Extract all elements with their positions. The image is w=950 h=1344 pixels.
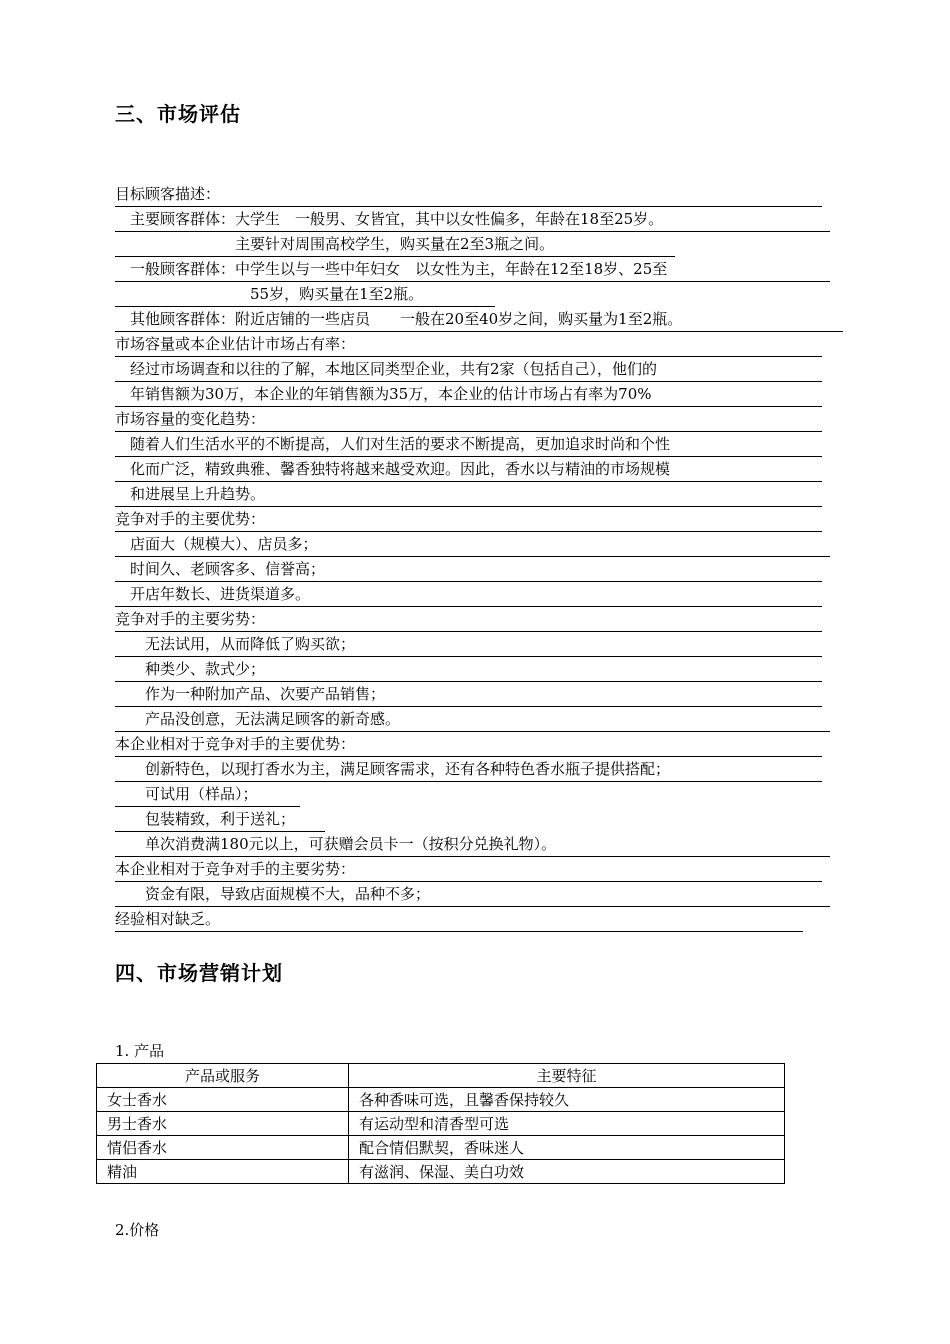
table-cell: 情侣香水: [97, 1136, 349, 1160]
text-line: 开店年数长、进货渠道多。: [115, 583, 822, 607]
table-cell: 各种香味可选，且馨香保持较久: [349, 1088, 785, 1112]
table-row: [97, 1088, 785, 1112]
product-label: 1. 产品: [115, 1042, 165, 1060]
table-cell: 男士香水: [97, 1112, 349, 1136]
table-row: [97, 1160, 785, 1184]
text-line: 市场容量的变化趋势：: [115, 408, 822, 432]
product-table: [96, 1063, 785, 1184]
table-row: [97, 1112, 785, 1136]
text-line: 包装精致，利于送礼；: [115, 808, 325, 832]
section4-title: 四、市场营销计划: [115, 961, 283, 985]
text-line: 竞争对手的主要优势：: [115, 508, 822, 532]
text-line: 无法试用，从而降低了购买欲；: [115, 633, 822, 657]
text-line: 一般顾客群体：中学生以与一些中年妇女 以女性为主，年龄在12至18岁、25至: [115, 258, 830, 282]
text-line: 本企业相对于竞争对手的主要劣势：: [115, 858, 822, 882]
text-line: 经验相对缺乏。: [115, 908, 803, 932]
text-line: 目标顾客描述：: [115, 183, 822, 207]
table-cell: 精油: [97, 1160, 349, 1184]
text-line: 店面大（规模大）、店员多；: [115, 533, 830, 557]
text-line: 资金有限，导致店面规模不大，品种不多；: [115, 883, 830, 907]
table-header: 产品或服务: [97, 1064, 349, 1088]
table-row: [97, 1136, 785, 1160]
text-line: 化而广泛，精致典雅、馨香独特将越来越受欢迎。因此，香水以与精油的市场规模: [115, 458, 822, 482]
table-header: 主要特征: [349, 1064, 785, 1088]
text-line: 随着人们生活水平的不断提高，人们对生活的要求不断提高，更加追求时尚和个性: [115, 433, 822, 457]
text-line: 种类少、款式少；: [115, 658, 822, 682]
text-line: 竞争对手的主要劣势：: [115, 608, 822, 632]
table-cell: 配合情侣默契，香味迷人: [349, 1136, 785, 1160]
text-line: 55岁，购买量在1至2瓶。: [115, 283, 495, 307]
text-line: 市场容量或本企业估计市场占有率：: [115, 333, 822, 357]
text-line: 和进展呈上升趋势。: [115, 483, 822, 507]
text-line: 可试用（样品）；: [115, 783, 300, 807]
price-label: 2.价格: [115, 1221, 160, 1239]
text-line: 作为一种附加产品、次要产品销售；: [115, 683, 822, 707]
text-line: 本企业相对于竞争对手的主要优势：: [115, 733, 822, 757]
text-line: 创新特色，以现打香水为主，满足顾客需求，还有各种特色香水瓶子提供搭配；: [115, 758, 822, 782]
text-line: 产品没创意，无法满足顾客的新奇感。: [115, 708, 830, 732]
section3-title: 三、市场评估: [115, 102, 241, 126]
table-cell: 女士香水: [97, 1088, 349, 1112]
table-cell: 有运动型和清香型可选: [349, 1112, 785, 1136]
text-line: 单次消费满180元以上，可获赠会员卡一（按积分兑换礼物）。: [115, 833, 830, 857]
text-line: 主要顾客群体：大学生 一般男、女皆宜，其中以女性偏多，年龄在18至25岁。: [115, 208, 830, 232]
table-header-row: [97, 1064, 785, 1088]
text-line: 主要针对周围高校学生，购买量在2至3瓶之间。: [115, 233, 675, 257]
text-line: 时间久、老顾客多、信誉高；: [115, 558, 822, 582]
table-cell: 有滋润、保湿、美白功效: [349, 1160, 785, 1184]
text-line: 年销售额为30万，本企业的年销售额为35万，本企业的估计市场占有率为70%: [115, 383, 822, 407]
text-line: 其他顾客群体：附近店铺的一些店员 一般在20至40岁之间，购买量为1至2瓶。: [115, 308, 843, 332]
text-line: 经过市场调查和以往的了解，本地区同类型企业，共有2家（包括自己），他们的: [115, 358, 822, 382]
